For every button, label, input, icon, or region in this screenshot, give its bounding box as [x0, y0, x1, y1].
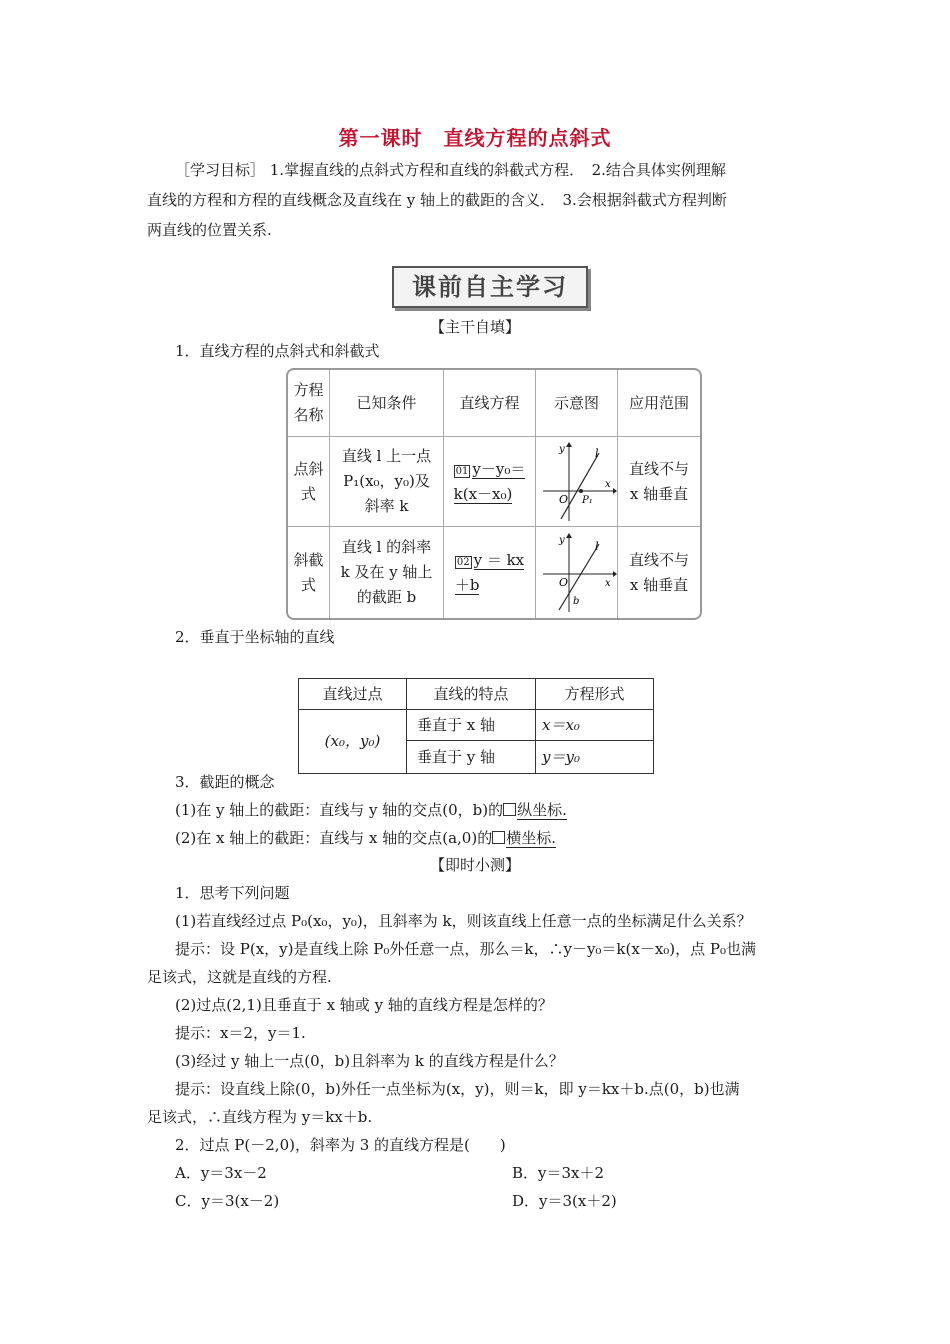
quiz-a1-2: 提示：x＝2，y＝1. — [175, 1024, 306, 1042]
quiz-q2: 2．过点 P(－2,0)，斜率为 3 的直线方程是( ) — [175, 1136, 506, 1154]
objective-line-3: 两直线的位置关系. — [147, 221, 272, 239]
table1-header-name: 方程 名称 — [288, 370, 330, 437]
equation-forms-table — [286, 368, 702, 620]
table2-row2-feature: 垂直于 y 轴 — [407, 741, 536, 773]
table1-row2-equation: y ＝ kx ＋b — [454, 550, 525, 594]
quiz-a1-3-line2: 足该式，∴直线方程为 y＝kx＋b. — [147, 1108, 373, 1126]
section-heading-main: 【主干自填】 — [429, 318, 520, 336]
table1-row2-name: 斜截 式 — [288, 527, 330, 618]
perpendicular-lines-table — [298, 678, 654, 774]
diagram2-y-label: y — [558, 534, 565, 546]
table2-row1-feature: 垂直于 x 轴 — [407, 710, 536, 741]
intercept-x-line — [175, 827, 556, 848]
quiz-q1-2: (2)过点(2,1)且垂直于 x 轴或 y 轴的直线方程是怎样的？ — [175, 996, 553, 1014]
table1-row2-range: 直线不与 x 轴垂直 — [628, 550, 689, 594]
table2-header-point: 直线过点 — [299, 679, 407, 710]
section-heading-quiz: 【即时小测】 — [429, 856, 520, 874]
answer-box-icon — [492, 831, 505, 844]
learning-objectives — [147, 155, 807, 245]
table1-header-equation: 直线方程 — [444, 370, 536, 437]
table1-row1-range: 直线不与 x 轴垂直 — [618, 437, 700, 527]
table1-header-diagram: 示意图 — [536, 370, 618, 437]
table2-row1-form: x＝x₀ — [536, 710, 653, 741]
table2-header-form: 方程形式 — [536, 679, 653, 710]
diagram1-y-label: y — [558, 443, 565, 455]
diagram1-p-label: P₁ — [581, 494, 593, 506]
intercept-y-text: (1)在 y 轴上的截距：直线与 y 轴的交点(0，b)的 — [175, 801, 504, 819]
intercept-y-answer: 纵坐标. — [517, 801, 567, 819]
answer-tag-02: 02 — [456, 556, 470, 568]
option-d: D．y＝3(x＋2) — [512, 1192, 617, 1210]
table2-header-feature: 直线的特点 — [407, 679, 536, 710]
item1-heading: 1．直线方程的点斜式和斜截式 — [175, 342, 380, 360]
quiz-a1-1-line2: 足该式，这就是直线的方程. — [147, 968, 332, 986]
intercept-x-text: (2)在 x 轴上的截距：直线与 x 轴的交点(a,0)的 — [175, 829, 493, 847]
table1-row1-equation-cell — [444, 437, 536, 527]
diagram2-b-label: b — [572, 595, 579, 607]
table1-row1-condition: 直线 l 上一点 P₁(x₀，y₀)及 斜率 k — [330, 437, 444, 527]
table1-header-condition: 已知条件 — [330, 370, 444, 437]
quiz-q1-1: (1)若直线经过点 P₀(x₀，y₀)，且斜率为 k，则该直线上任意一点的坐标满足什么关系？ — [175, 912, 752, 930]
diagram2-l-label: l — [594, 539, 599, 553]
table1-row1-name: 点斜 式 — [288, 437, 330, 527]
answer-box-icon — [503, 803, 516, 816]
quiz-a1-3-line1: 提示：设直线上除(0，b)外任一点坐标为(x，y)，则＝k，即 y＝kx＋b.点(0，b)也满 — [175, 1080, 740, 1098]
quiz-a1-1-line1: 提示：设 P(x，y)是直线上除 P₀外任意一点，那么＝k，∴y－y₀＝k(x－x₀)，点 P₀也满 — [175, 940, 757, 958]
quiz-q1-3: (3)经过 y 轴上一点(0，b)且斜率为 k 的直线方程是什么？ — [175, 1052, 564, 1070]
intercept-x-answer: 横坐标. — [506, 829, 556, 847]
item2-heading: 2．垂直于坐标轴的直线 — [175, 628, 335, 646]
page-title: 第一课时 直线方程的点斜式 — [338, 126, 612, 150]
table2-point: (x₀，y₀) — [299, 710, 407, 773]
diagram1-l-label: l — [594, 446, 599, 460]
objective-line-2: 直线的方程和方程的直线概念及直线在 y 轴上的截距的含义． 3.会根据斜截式方程判断 — [147, 191, 727, 209]
diagram2-x-label: x — [604, 577, 611, 589]
diagram1-o-label: O — [558, 492, 568, 506]
slope-intercept-diagram — [536, 527, 618, 618]
section-banner: 课前自主学习 — [392, 266, 588, 308]
quiz-q1: 1．思考下列问题 — [175, 884, 290, 902]
objective-line-1: ［学习目标］ 1.掌握直线的点斜式方程和直线的斜截式方程． 2.结合具体实例理解 — [175, 161, 726, 179]
table1-row1-equation: y－y₀＝ k(x－x₀) — [453, 459, 526, 503]
option-b: B．y＝3x＋2 — [512, 1164, 605, 1182]
table1-row2-condition: 直线 l 的斜率 k 及在 y 轴上 的截距 b — [330, 527, 444, 618]
diagram1-x-label: x — [604, 478, 611, 490]
table1-row2-equation-cell — [444, 527, 536, 618]
intercept-y-line — [175, 799, 567, 820]
diagram2-o-label: O — [558, 575, 568, 589]
point-slope-diagram — [536, 437, 618, 527]
item3-heading: 3．截距的概念 — [175, 773, 275, 791]
option-c: C．y＝3(x－2) — [175, 1192, 280, 1210]
table2-row2-form: y＝y₀ — [542, 748, 580, 766]
option-a: A．y＝3x－2 — [175, 1164, 267, 1182]
table1-header-range: 应用范围 — [618, 370, 700, 437]
answer-tag-01: 01 — [455, 465, 469, 477]
